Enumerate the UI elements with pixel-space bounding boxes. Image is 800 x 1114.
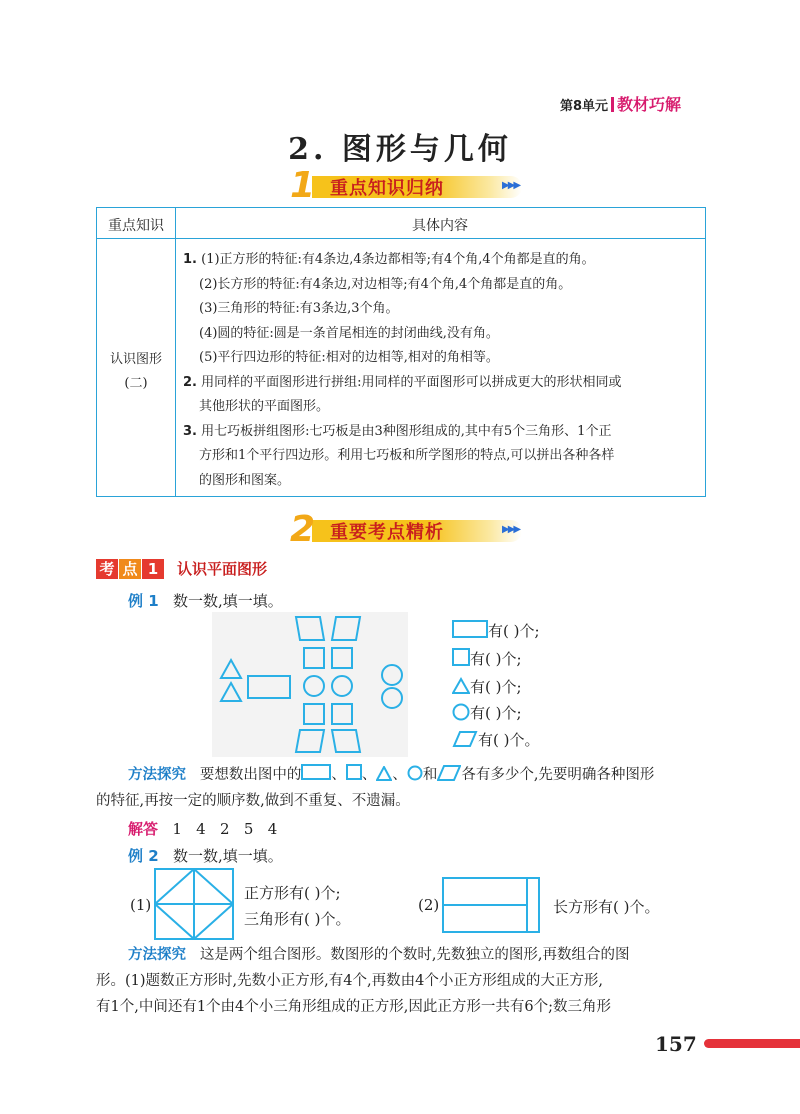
item-line: 用七巧板拼组图形:七巧板是由3种图形组成的,其中有5个三角形、1个正 [201,423,612,439]
brand-label: 教材巧解 [617,95,682,114]
fill-text: 正方形有( )个; [244,884,341,902]
item-line: 方形和1个平行四边形。利用七巧板和所学图形的特点,可以拼出各种各样 [199,448,615,463]
example-1-heading [128,590,283,611]
item-number: 1. [183,252,197,267]
fill-parallelogram [452,729,539,750]
section-banner-1 [290,165,530,206]
arrows-icon: ▶▶▶ [502,180,520,191]
separator: 、 [392,767,407,783]
circle-icon [452,703,470,721]
example-text: 数一数,填一填。 [172,592,283,610]
fill-text: 有( )个; [470,678,522,696]
kaodian-tag: 点 [119,559,141,579]
banner-title: 重点知识归纳 [330,178,444,199]
example-text: 数一数,填一填。 [172,847,283,865]
example-2-heading [128,845,283,866]
item-line: 的图形和图案。 [199,472,291,488]
rectangles-figure [442,877,540,937]
fill-text: 有( )个。 [478,731,540,749]
example-label: 例 1 [128,592,159,610]
page-title: 2. 图形与几何 [288,132,512,167]
fill-text: 有( )个; [470,650,522,668]
banner-number: 2 [290,509,316,550]
list-item [183,248,697,371]
item-line: (2)长方形的特征:有4条边,对边相等;有4个角,4个角都是直的角。 [199,276,572,292]
item-line: 用同样的平面图形进行拼组:用同样的平面图形可以拼成更大的形状相同或 [201,374,622,390]
rectangles-composite-icon [442,877,540,933]
separator: 和 [422,767,438,783]
method-text: 要想数出图中的 [199,767,302,783]
shapes-composite-icon [212,612,408,757]
fill-triangle [452,676,522,697]
banner-number: 1 [290,165,316,206]
answer-values: 1 4 2 5 4 [172,820,278,838]
fill-text: 长方形有( )个。 [553,898,660,916]
part-label: (2) [418,896,440,914]
item-line: (1)正方形的特征:有4条边,4条边都相等;有4个角,4个角都是直的角。 [201,252,595,267]
table-topic [97,348,175,396]
fill-square [452,648,522,669]
parallelogram-icon [452,730,478,748]
chapter-header [560,92,681,115]
parallelogram-icon [437,765,461,781]
separator: 、 [361,767,377,783]
table-header-content: 具体内容 [412,218,468,234]
page-number: 157 [655,1032,697,1056]
method-label: 方法探究 [128,767,186,783]
answer-1 [128,818,277,839]
fill-circle [452,702,522,723]
fill-text: 有( )个; [488,622,540,640]
example-label: 例 2 [128,847,159,865]
page-number-bar [704,1039,800,1048]
kaodian-number: 1 [142,559,164,579]
item-line: (3)三角形的特征:有3条边,3个角。 [199,301,399,316]
fill-rectangle [452,620,540,641]
fill-text: 三角形有( )个。 [244,910,351,928]
topic-line: (二) [124,376,148,391]
diamond-square-figure [154,868,234,944]
method-text: 这是两个组合图形。数图形的个数时,先数独立的图形,再数组合的图 [199,947,630,963]
arrows-icon: ▶▶▶ [502,524,520,535]
method-label: 方法探究 [128,947,186,963]
method-2 [96,942,706,1020]
item-line: (5)平行四边形的特征:相对的边相等,相对的角相等。 [199,350,499,365]
banner-title: 重要考点精析 [330,522,444,543]
knowledge-table [96,207,706,497]
rectangle-icon [301,764,331,780]
part-label: (1) [130,896,152,914]
item-line: 其他形状的平面图形。 [199,399,330,414]
item-number: 3. [183,423,197,439]
triangle-icon [452,677,470,695]
kaodian-tag: 考 [96,559,118,579]
item-number: 2. [183,374,197,390]
topic-line: 认识图形 [109,352,162,367]
method-text: 的特征,再按一定的顺序数,做到不重复、不遗漏。 [96,793,410,809]
unit-label: 第8单元 [560,99,609,114]
shapes-figure [212,612,408,757]
method-text: 形。(1)题数正方形时,先数小正方形,有4个,再数由4个小正方形组成的大正方形, [96,973,603,989]
diamond-square-icon [154,868,234,940]
circle-icon [407,765,423,781]
table-content [183,248,697,493]
fill-text: 有( )个; [470,704,522,722]
list-item [183,371,697,420]
list-item [183,420,697,494]
method-text: 有1个,中间还有1个由4个小三角形组成的正方形,因此正方形一共有6个;数三角形 [96,999,612,1015]
method-1 [96,762,706,814]
header-divider [611,97,614,112]
table-header-knowledge: 重点知识 [108,218,164,234]
answer-label: 解答 [128,820,159,838]
triangle-icon [376,766,392,781]
method-text: 各有多少个,先要明确各种图形 [461,767,655,783]
section-banner-2 [290,509,530,550]
kaodian-title: 认识平面图形 [177,560,268,578]
kaodian-heading [96,558,267,579]
separator: 、 [331,767,346,783]
square-icon [346,764,362,780]
square-icon [452,648,470,666]
rectangle-icon [452,620,488,638]
item-line: (4)圆的特征:圆是一条首尾相连的封闭曲线,没有角。 [199,325,499,341]
